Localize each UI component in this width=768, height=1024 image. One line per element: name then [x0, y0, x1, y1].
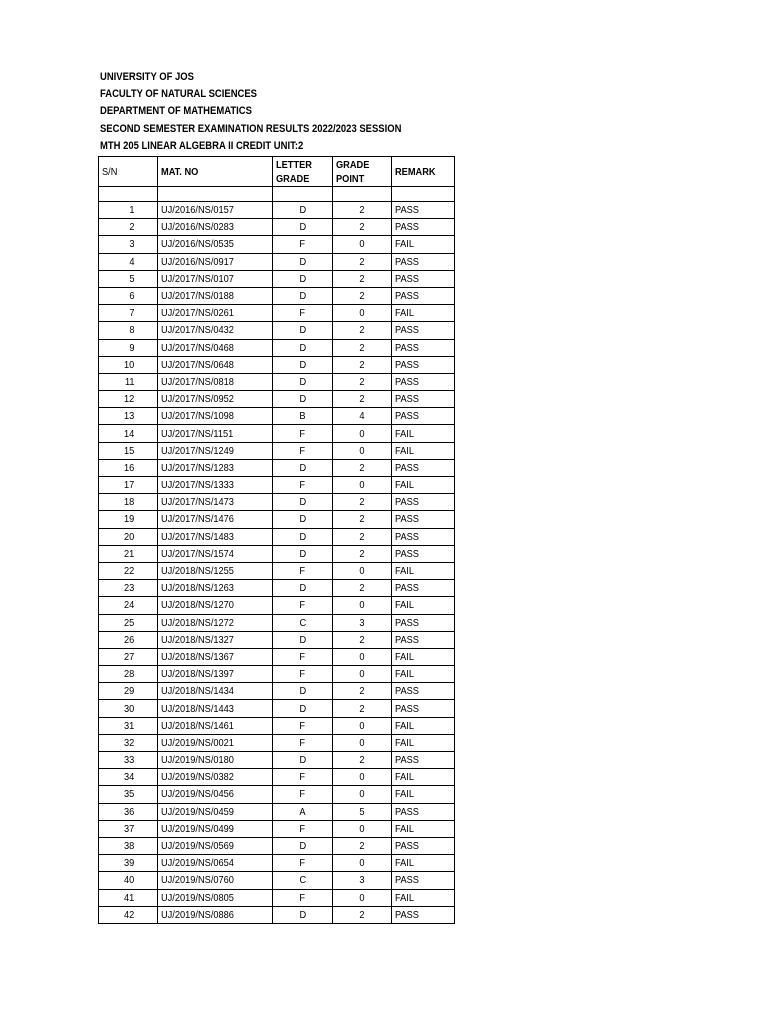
- cell-remark: PASS: [392, 528, 455, 545]
- cell-grade-point: 0: [333, 855, 392, 872]
- cell-grade-point: 2: [333, 511, 392, 528]
- cell-remark: PASS: [392, 614, 455, 631]
- cell-letter-grade: D: [273, 219, 333, 236]
- cell-mat-no: UJ/2017/NS/0818: [158, 373, 273, 390]
- cell-letter-grade: D: [273, 700, 333, 717]
- cell-sn: 34: [99, 769, 158, 786]
- university-name: UNIVERSITY OF JOS: [100, 71, 194, 83]
- cell-letter-grade: D: [273, 631, 333, 648]
- cell-sn: 15: [99, 442, 158, 459]
- cell-remark: FAIL: [392, 820, 455, 837]
- cell-mat-no: UJ/2019/NS/0886: [158, 906, 273, 923]
- cell-remark: PASS: [392, 219, 455, 236]
- cell-remark: PASS: [392, 373, 455, 390]
- cell-sn: 29: [99, 683, 158, 700]
- cell-sn: 30: [99, 700, 158, 717]
- cell-sn: 26: [99, 631, 158, 648]
- cell-sn: 1: [99, 202, 158, 219]
- table-row: [99, 906, 455, 923]
- cell-grade-point: 3: [333, 614, 392, 631]
- table-row: [99, 872, 455, 889]
- cell-remark: PASS: [392, 322, 455, 339]
- cell-mat-no: UJ/2017/NS/1249: [158, 442, 273, 459]
- table-row: [99, 769, 455, 786]
- cell-sn: 2: [99, 219, 158, 236]
- cell-sn: 25: [99, 614, 158, 631]
- cell-mat-no: UJ/2017/NS/0188: [158, 287, 273, 304]
- results-table: [98, 156, 455, 924]
- cell-sn: 16: [99, 459, 158, 476]
- cell-sn: 23: [99, 580, 158, 597]
- column-header-grade-point: GRADE POINT: [333, 157, 392, 187]
- cell-sn: 12: [99, 391, 158, 408]
- cell-grade-point: 2: [333, 322, 392, 339]
- cell-sn: 35: [99, 786, 158, 803]
- table-header-row: [99, 157, 455, 187]
- cell-letter-grade: F: [273, 855, 333, 872]
- cell-mat-no: UJ/2019/NS/0456: [158, 786, 273, 803]
- table-row: [99, 752, 455, 769]
- cell-grade-point: 0: [333, 786, 392, 803]
- cell-remark: FAIL: [392, 717, 455, 734]
- cell-mat-no: UJ/2017/NS/1151: [158, 425, 273, 442]
- cell-letter-grade: F: [273, 648, 333, 665]
- cell-grade-point: 0: [333, 442, 392, 459]
- cell-mat-no: UJ/2018/NS/1263: [158, 580, 273, 597]
- cell-grade-point: 0: [333, 666, 392, 683]
- cell-grade-point: 2: [333, 752, 392, 769]
- cell-grade-point: 2: [333, 339, 392, 356]
- cell-letter-grade: D: [273, 287, 333, 304]
- cell-sn: 36: [99, 803, 158, 820]
- cell-mat-no: UJ/2017/NS/1098: [158, 408, 273, 425]
- cell-grade-point: 2: [333, 253, 392, 270]
- cell-grade-point: 2: [333, 459, 392, 476]
- cell-remark: PASS: [392, 270, 455, 287]
- cell-remark: PASS: [392, 511, 455, 528]
- cell-remark: PASS: [392, 580, 455, 597]
- cell-grade-point: 4: [333, 408, 392, 425]
- cell-mat-no: UJ/2019/NS/0499: [158, 820, 273, 837]
- cell-remark: FAIL: [392, 786, 455, 803]
- cell-sn: 38: [99, 837, 158, 854]
- table-row: [99, 648, 455, 665]
- cell-mat-no: UJ/2018/NS/1367: [158, 648, 273, 665]
- table-row: [99, 459, 455, 476]
- table-row: [99, 270, 455, 287]
- cell-letter-grade: D: [273, 528, 333, 545]
- cell-mat-no: UJ/2019/NS/0569: [158, 837, 273, 854]
- cell-letter-grade: D: [273, 253, 333, 270]
- cell-mat-no: UJ/2017/NS/0468: [158, 339, 273, 356]
- table-row: [99, 494, 455, 511]
- cell-mat-no: UJ/2017/NS/1476: [158, 511, 273, 528]
- cell-grade-point: 0: [333, 562, 392, 579]
- cell-remark: FAIL: [392, 477, 455, 494]
- cell-remark: PASS: [392, 459, 455, 476]
- table-row: [99, 408, 455, 425]
- cell-sn: 27: [99, 648, 158, 665]
- cell-grade-point: 3: [333, 872, 392, 889]
- cell-sn: 22: [99, 562, 158, 579]
- table-row: [99, 666, 455, 683]
- cell-grade-point: 0: [333, 236, 392, 253]
- cell-grade-point: 2: [333, 494, 392, 511]
- table-row: [99, 837, 455, 854]
- cell-remark: FAIL: [392, 305, 455, 322]
- cell-grade-point: 0: [333, 717, 392, 734]
- cell-grade-point: 5: [333, 803, 392, 820]
- cell-letter-grade: D: [273, 391, 333, 408]
- table-row: [99, 356, 455, 373]
- cell-letter-grade: F: [273, 562, 333, 579]
- column-header-mat-no: MAT. NO: [158, 157, 273, 187]
- cell-grade-point: 2: [333, 270, 392, 287]
- cell-remark: PASS: [392, 752, 455, 769]
- cell-letter-grade: D: [273, 339, 333, 356]
- cell-remark: PASS: [392, 545, 455, 562]
- cell-mat-no: UJ/2018/NS/1434: [158, 683, 273, 700]
- cell-letter-grade: D: [273, 270, 333, 287]
- cell-grade-point: 2: [333, 700, 392, 717]
- table-row: [99, 477, 455, 494]
- cell-sn: 11: [99, 373, 158, 390]
- cell-grade-point: 2: [333, 287, 392, 304]
- department-name: DEPARTMENT OF MATHEMATICS: [100, 105, 252, 118]
- table-row: [99, 631, 455, 648]
- cell-mat-no: UJ/2019/NS/0021: [158, 734, 273, 751]
- table-row: [99, 683, 455, 700]
- cell-mat-no: UJ/2018/NS/1443: [158, 700, 273, 717]
- table-row: [99, 339, 455, 356]
- cell-letter-grade: F: [273, 717, 333, 734]
- results-body: [99, 187, 455, 924]
- table-row: [99, 889, 455, 906]
- cell-letter-grade: D: [273, 545, 333, 562]
- cell-sn: 14: [99, 425, 158, 442]
- cell-letter-grade: F: [273, 889, 333, 906]
- column-header-sn: S/N: [99, 157, 158, 187]
- cell-remark: PASS: [392, 391, 455, 408]
- cell-sn: 39: [99, 855, 158, 872]
- table-row: [99, 253, 455, 270]
- cell-sn: 17: [99, 477, 158, 494]
- cell-mat-no: UJ/2016/NS/0917: [158, 253, 273, 270]
- course-title: MTH 205 LINEAR ALGEBRA II CREDIT UNIT:2: [100, 139, 304, 152]
- cell-mat-no: UJ/2017/NS/0648: [158, 356, 273, 373]
- cell-mat-no: UJ/2019/NS/0459: [158, 803, 273, 820]
- cell-remark: PASS: [392, 872, 455, 889]
- faculty-name: FACULTY OF NATURAL SCIENCES: [100, 88, 257, 101]
- cell-mat-no: UJ/2017/NS/0261: [158, 305, 273, 322]
- exam-title: SECOND SEMESTER EXAMINATION RESULTS 2022/2023 SESSION: [100, 122, 402, 135]
- spacer-row: [99, 187, 455, 202]
- cell-letter-grade: F: [273, 425, 333, 442]
- cell-letter-grade: D: [273, 683, 333, 700]
- cell-remark: PASS: [392, 494, 455, 511]
- cell-sn: 4: [99, 253, 158, 270]
- cell-grade-point: 0: [333, 597, 392, 614]
- cell-remark: PASS: [392, 803, 455, 820]
- cell-letter-grade: D: [273, 356, 333, 373]
- cell-sn: 42: [99, 906, 158, 923]
- cell-grade-point: 2: [333, 356, 392, 373]
- table-row: [99, 786, 455, 803]
- table-row: [99, 614, 455, 631]
- table-row: [99, 425, 455, 442]
- cell-remark: PASS: [392, 408, 455, 425]
- cell-sn: 41: [99, 889, 158, 906]
- table-row: [99, 717, 455, 734]
- cell-letter-grade: F: [273, 305, 333, 322]
- cell-grade-point: 2: [333, 631, 392, 648]
- cell-letter-grade: D: [273, 837, 333, 854]
- cell-letter-grade: D: [273, 322, 333, 339]
- cell-sn: 24: [99, 597, 158, 614]
- table-row: [99, 219, 455, 236]
- cell-remark: PASS: [392, 339, 455, 356]
- cell-letter-grade: F: [273, 597, 333, 614]
- cell-remark: FAIL: [392, 855, 455, 872]
- cell-letter-grade: F: [273, 666, 333, 683]
- cell-grade-point: 2: [333, 391, 392, 408]
- cell-remark: PASS: [392, 287, 455, 304]
- cell-remark: PASS: [392, 202, 455, 219]
- cell-mat-no: UJ/2017/NS/0432: [158, 322, 273, 339]
- cell-letter-grade: D: [273, 459, 333, 476]
- cell-letter-grade: F: [273, 477, 333, 494]
- cell-remark: FAIL: [392, 562, 455, 579]
- cell-grade-point: 0: [333, 425, 392, 442]
- cell-remark: FAIL: [392, 769, 455, 786]
- cell-remark: PASS: [392, 837, 455, 854]
- cell-letter-grade: D: [273, 494, 333, 511]
- cell-sn: 5: [99, 270, 158, 287]
- cell-letter-grade: F: [273, 769, 333, 786]
- cell-sn: 21: [99, 545, 158, 562]
- cell-grade-point: 2: [333, 683, 392, 700]
- cell-sn: 28: [99, 666, 158, 683]
- table-row: [99, 511, 455, 528]
- cell-remark: FAIL: [392, 425, 455, 442]
- cell-mat-no: UJ/2018/NS/1327: [158, 631, 273, 648]
- cell-remark: FAIL: [392, 889, 455, 906]
- cell-grade-point: 2: [333, 202, 392, 219]
- cell-letter-grade: D: [273, 580, 333, 597]
- cell-mat-no: UJ/2017/NS/1473: [158, 494, 273, 511]
- cell-grade-point: 2: [333, 580, 392, 597]
- cell-remark: PASS: [392, 631, 455, 648]
- cell-mat-no: UJ/2018/NS/1270: [158, 597, 273, 614]
- cell-letter-grade: D: [273, 752, 333, 769]
- cell-mat-no: UJ/2019/NS/0760: [158, 872, 273, 889]
- column-header-letter-grade: LETTER GRADE: [273, 157, 333, 187]
- cell-sn: 6: [99, 287, 158, 304]
- cell-mat-no: UJ/2017/NS/0107: [158, 270, 273, 287]
- cell-grade-point: 2: [333, 545, 392, 562]
- cell-mat-no: UJ/2017/NS/1574: [158, 545, 273, 562]
- cell-letter-grade: A: [273, 803, 333, 820]
- cell-remark: FAIL: [392, 236, 455, 253]
- table-row: [99, 580, 455, 597]
- table-row: [99, 202, 455, 219]
- cell-letter-grade: F: [273, 236, 333, 253]
- cell-grade-point: 0: [333, 305, 392, 322]
- cell-grade-point: 2: [333, 528, 392, 545]
- cell-remark: PASS: [392, 356, 455, 373]
- table-row: [99, 562, 455, 579]
- cell-mat-no: UJ/2017/NS/1333: [158, 477, 273, 494]
- cell-letter-grade: D: [273, 906, 333, 923]
- cell-mat-no: UJ/2016/NS/0157: [158, 202, 273, 219]
- cell-letter-grade: D: [273, 202, 333, 219]
- cell-sn: 19: [99, 511, 158, 528]
- cell-mat-no: UJ/2019/NS/0382: [158, 769, 273, 786]
- table-row: [99, 322, 455, 339]
- table-row: [99, 236, 455, 253]
- cell-mat-no: UJ/2018/NS/1272: [158, 614, 273, 631]
- cell-letter-grade: B: [273, 408, 333, 425]
- table-row: [99, 528, 455, 545]
- table-row: [99, 287, 455, 304]
- cell-sn: 32: [99, 734, 158, 751]
- table-row: [99, 734, 455, 751]
- cell-remark: PASS: [392, 700, 455, 717]
- cell-remark: FAIL: [392, 648, 455, 665]
- cell-grade-point: 0: [333, 889, 392, 906]
- cell-letter-grade: C: [273, 872, 333, 889]
- cell-letter-grade: F: [273, 786, 333, 803]
- cell-grade-point: 2: [333, 219, 392, 236]
- cell-sn: 18: [99, 494, 158, 511]
- cell-remark: FAIL: [392, 734, 455, 751]
- cell-mat-no: UJ/2017/NS/0952: [158, 391, 273, 408]
- cell-sn: 13: [99, 408, 158, 425]
- cell-sn: 10: [99, 356, 158, 373]
- cell-grade-point: 0: [333, 820, 392, 837]
- cell-mat-no: UJ/2016/NS/0535: [158, 236, 273, 253]
- cell-grade-point: 2: [333, 373, 392, 390]
- table-row: [99, 442, 455, 459]
- cell-remark: FAIL: [392, 597, 455, 614]
- cell-mat-no: UJ/2019/NS/0654: [158, 855, 273, 872]
- table-row: [99, 820, 455, 837]
- cell-remark: PASS: [392, 906, 455, 923]
- cell-remark: PASS: [392, 683, 455, 700]
- cell-letter-grade: C: [273, 614, 333, 631]
- column-header-remark: REMARK: [392, 157, 455, 187]
- cell-letter-grade: F: [273, 442, 333, 459]
- table-row: [99, 803, 455, 820]
- table-row: [99, 373, 455, 390]
- cell-grade-point: 0: [333, 769, 392, 786]
- cell-grade-point: 2: [333, 837, 392, 854]
- table-row: [99, 855, 455, 872]
- cell-sn: 33: [99, 752, 158, 769]
- cell-remark: FAIL: [392, 666, 455, 683]
- cell-mat-no: UJ/2018/NS/1461: [158, 717, 273, 734]
- cell-letter-grade: D: [273, 511, 333, 528]
- cell-grade-point: 2: [333, 906, 392, 923]
- cell-mat-no: UJ/2019/NS/0180: [158, 752, 273, 769]
- cell-sn: 37: [99, 820, 158, 837]
- cell-sn: 7: [99, 305, 158, 322]
- cell-sn: 8: [99, 322, 158, 339]
- cell-mat-no: UJ/2018/NS/1397: [158, 666, 273, 683]
- cell-grade-point: 0: [333, 734, 392, 751]
- cell-sn: 20: [99, 528, 158, 545]
- cell-grade-point: 0: [333, 477, 392, 494]
- table-row: [99, 700, 455, 717]
- table-row: [99, 545, 455, 562]
- table-row: [99, 597, 455, 614]
- cell-letter-grade: D: [273, 373, 333, 390]
- cell-sn: 9: [99, 339, 158, 356]
- cell-mat-no: UJ/2019/NS/0805: [158, 889, 273, 906]
- cell-remark: PASS: [392, 253, 455, 270]
- table-row: [99, 391, 455, 408]
- cell-mat-no: UJ/2017/NS/1483: [158, 528, 273, 545]
- cell-letter-grade: F: [273, 734, 333, 751]
- cell-mat-no: UJ/2017/NS/1283: [158, 459, 273, 476]
- cell-mat-no: UJ/2018/NS/1255: [158, 562, 273, 579]
- document-heading: [100, 69, 401, 155]
- cell-sn: 3: [99, 236, 158, 253]
- cell-sn: 40: [99, 872, 158, 889]
- cell-grade-point: 0: [333, 648, 392, 665]
- cell-letter-grade: F: [273, 820, 333, 837]
- cell-sn: 31: [99, 717, 158, 734]
- table-row: [99, 305, 455, 322]
- cell-remark: FAIL: [392, 442, 455, 459]
- cell-mat-no: UJ/2016/NS/0283: [158, 219, 273, 236]
